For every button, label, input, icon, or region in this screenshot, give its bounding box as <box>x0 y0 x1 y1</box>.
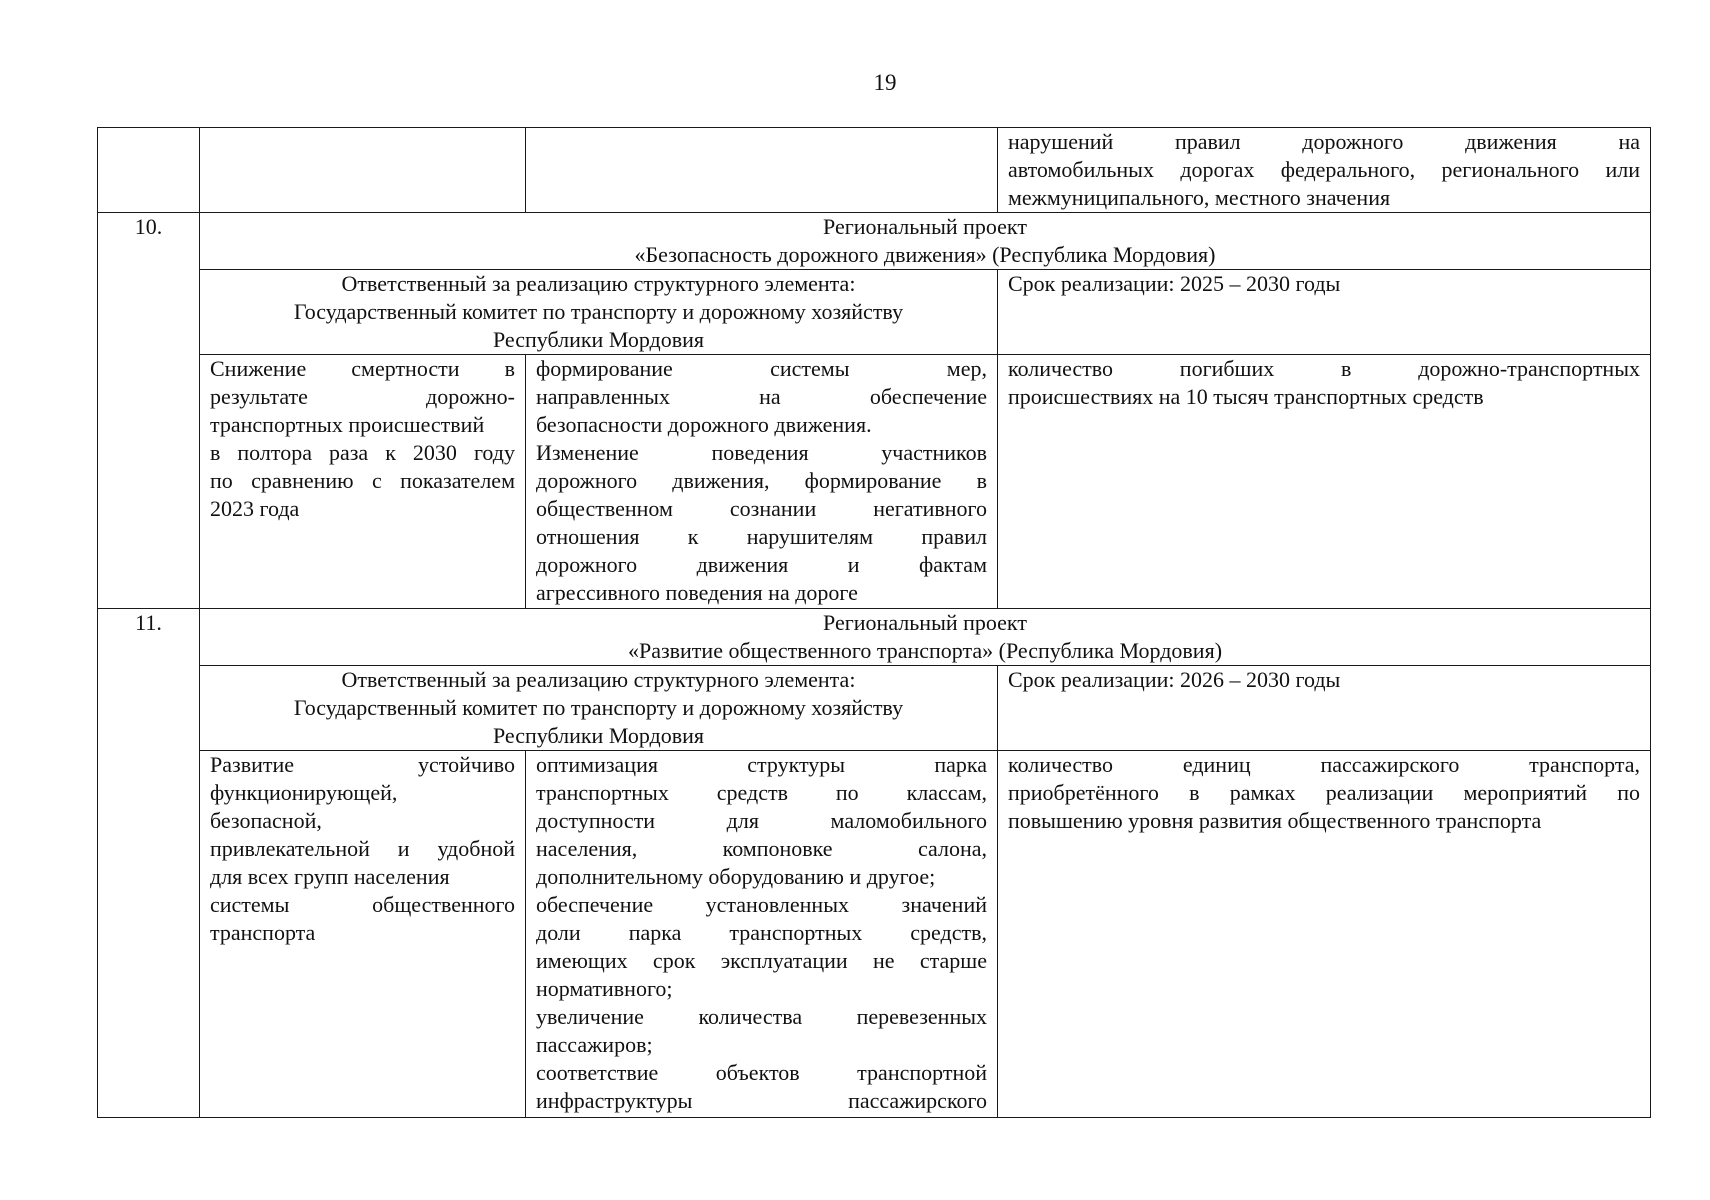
continuation-number-cell <box>98 128 200 213</box>
period-cell: Срок реализации: 2026 – 2030 годы <box>998 666 1651 751</box>
section-11-responsible-row <box>98 666 1651 751</box>
tasks-line: агрессивного поведения на дороге <box>536 580 858 605</box>
tasks-line: безопасности дорожного движения. <box>536 412 872 437</box>
projects-table <box>97 127 1651 1118</box>
responsible-line: Государственный комитет по транспорту и дорожному хозяйству <box>293 695 904 720</box>
tasks-cell <box>526 355 998 609</box>
continuation-indicator-line: нарушений правил дорожного движения на <box>1008 129 1640 154</box>
goal-line: транспортных происшествий <box>210 412 485 437</box>
continuation-indicator-cell <box>998 128 1651 213</box>
tasks-line: имеющих срок эксплуатации не старше <box>536 948 987 973</box>
tasks-line: формирование системы мер, <box>536 356 987 381</box>
goal-line: Развитие устойчиво <box>210 752 515 777</box>
responsible-line: Ответственный за реализацию структурного элемента: <box>341 667 856 692</box>
indicator-line: происшествиях на 10 тысяч транспортных средств <box>1008 384 1484 409</box>
indicator-line: количество погибших в дорожно-транспортных <box>1008 356 1640 381</box>
goal-line: системы общественного <box>210 892 515 917</box>
tasks-line: отношения к нарушителям правил <box>536 524 987 549</box>
project-title-cell <box>200 609 1651 666</box>
section-11-content-row <box>98 751 1651 1118</box>
goal-line: результате дорожно- <box>210 384 515 409</box>
tasks-line: дорожного движения и фактам <box>536 552 987 577</box>
continuation-indicator-line: автомобильных дорогах федерального, регионального или <box>1008 157 1640 182</box>
tasks-line: общественном сознании негативного <box>536 496 987 521</box>
period-cell: Срок реализации: 2025 – 2030 годы <box>998 270 1651 355</box>
section-10-content-row <box>98 355 1651 609</box>
indicator-line: повышению уровня развития общественного транспорта <box>1008 808 1542 833</box>
tasks-line: доступности для маломобильного <box>536 808 987 833</box>
tasks-line: оптимизация структуры парка <box>536 752 987 777</box>
tasks-line: транспортных средств по классам, <box>536 780 987 805</box>
section-number: 11. <box>98 609 200 1118</box>
continuation-tasks-cell <box>526 128 998 213</box>
goal-cell <box>200 355 526 609</box>
section-10-responsible-row <box>98 270 1651 355</box>
tasks-line: населения, компоновке салона, <box>536 836 987 861</box>
section-10-header-row <box>98 213 1651 270</box>
project-label: Региональный проект <box>823 214 1027 239</box>
goal-line: в полтора раза к 2030 году <box>210 440 515 465</box>
goal-line: привлекательной и удобной <box>210 836 515 861</box>
indicator-cell <box>998 355 1651 609</box>
tasks-line: обеспечение установленных значений <box>536 892 987 917</box>
tasks-line: нормативного; <box>536 976 673 1001</box>
tasks-line: дорожного движения, формирование в <box>536 468 987 493</box>
responsible-cell <box>200 270 998 355</box>
goal-line: транспорта <box>210 920 316 945</box>
tasks-line: Изменение поведения участников <box>536 440 987 465</box>
indicator-line: приобретённого в рамках реализации мероприятий по <box>1008 780 1640 805</box>
responsible-line: Республики Мордовия <box>492 327 705 352</box>
section-11-header-row <box>98 609 1651 666</box>
tasks-line: доли парка транспортных средств, <box>536 920 987 945</box>
tasks-line: инфраструктуры пассажирского <box>536 1088 987 1113</box>
project-name: «Безопасность дорожного движения» (Республика Мордовия) <box>634 242 1216 267</box>
goal-line: 2023 года <box>210 496 300 521</box>
indicator-line: количество единиц пассажирского транспорта, <box>1008 752 1640 777</box>
project-label: Региональный проект <box>823 610 1027 635</box>
goal-line: безопасной, <box>210 808 322 833</box>
continuation-row <box>98 128 1651 213</box>
tasks-line: увеличение количества перевезенных <box>536 1004 987 1029</box>
tasks-line: дополнительному оборудованию и другое; <box>536 864 936 889</box>
tasks-line: направленных на обеспечение <box>536 384 987 409</box>
project-title-cell <box>200 213 1651 270</box>
tasks-line: пассажиров; <box>536 1032 653 1057</box>
indicator-cell <box>998 751 1651 1118</box>
tasks-line: соответствие объектов транспортной <box>536 1060 987 1085</box>
goal-line: функционирующей, <box>210 780 398 805</box>
responsible-line: Республики Мордовия <box>492 723 705 748</box>
tasks-cell <box>526 751 998 1118</box>
page-number: 19 <box>873 70 897 95</box>
project-name: «Развитие общественного транспорта» (Республика Мордовия) <box>627 638 1223 663</box>
responsible-line: Ответственный за реализацию структурного элемента: <box>341 271 856 296</box>
section-number: 10. <box>98 213 200 609</box>
responsible-line: Государственный комитет по транспорту и дорожному хозяйству <box>293 299 904 324</box>
goal-line: по сравнению с показателем <box>210 468 515 493</box>
continuation-indicator-line: межмуниципального, местного значения <box>1008 185 1391 210</box>
continuation-goal-cell <box>200 128 526 213</box>
goal-line: для всех групп населения <box>210 864 450 889</box>
goal-cell <box>200 751 526 1118</box>
goal-line: Снижение смертности в <box>210 356 515 381</box>
responsible-cell <box>200 666 998 751</box>
